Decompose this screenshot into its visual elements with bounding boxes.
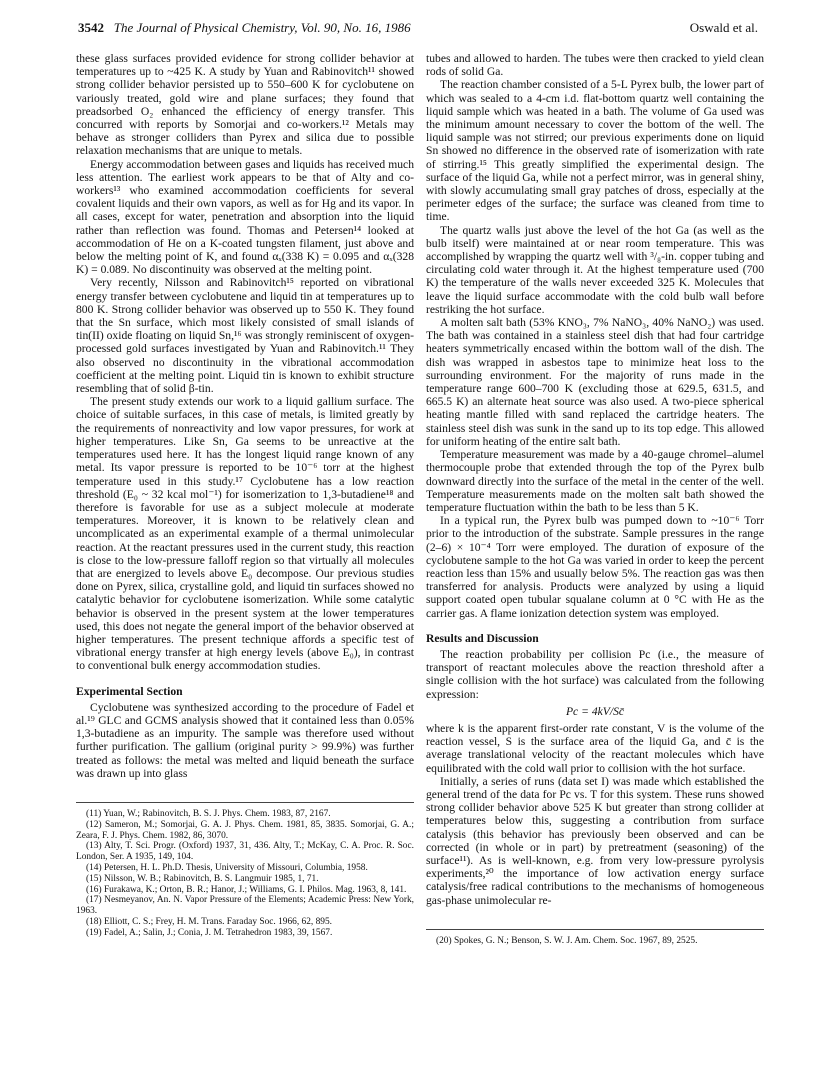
page-number: 3542 <box>78 20 104 35</box>
reference: (18) Elliott, C. S.; Frey, H. M. Trans. Faraday Soc. 1966, 62, 895. <box>86 916 333 927</box>
reference: (14) Petersen, H. L. Ph.D. Thesis, University of Missouri, Columbia, 1958. <box>86 862 368 873</box>
paragraph: Energy accommodation between gases and liquids has received much less attention. The earliest work appears to be that of Alty and co-workers¹³ who examined accommodation coefficients for several covalent liquids and their own vapors, as well as for Hg and its vapor. In all cases, except for water, penetration and absorption into the liquid rather than reflection was found. Thomas and Petersen¹⁴ looked at accommodation of He on a K-coated tungsten filament, just above and below the melting point of K, and found αₓ(338 K) = 0.095 and αₓ(328 K) = 0.089. No discontinuity was observed at the melting point. <box>76 157 414 277</box>
section-heading: Results and Discussion <box>426 631 539 645</box>
paragraph: The reaction probability per collision Pc (i.e., the measure of transport of reactant molecules above the reaction threshold after a single collision with the hot surface) was calculated from the following expression: <box>426 647 764 701</box>
paragraph: Very recently, Nilsson and Rabinovitch¹⁵ reported on vibrational energy transfer between cyclobutene and liquid tin at temperatures up to 800 K. Strong collider behavior was observed up to 550 K. They found that the Sn surface, which most likely consisted of small islands of tin(II) oxide floating on liquid Sn,¹⁶ was strongly reminiscent of oxygen-processed gold surfaces investigated by Yuan and Rabinovitch.¹¹ They also observed no discontinuity in the vibrational accommodation coefficient at the melting point. Liquid tin is known to exhibit structure resembling that of solid β-tin. <box>76 276 414 396</box>
paragraph: Temperature measurement was made by a 40-gauge chromel–alumel thermocouple probe that extended through the top of the Pyrex bulb downward directly into the surface of the metal in the center of the well. Temperature measurements made on the molten salt bath showed the temperature fluctuation within the bath to be less than 5 K. <box>426 448 764 514</box>
page-header <box>78 20 758 38</box>
right-column <box>426 52 764 947</box>
paragraph: In a typical run, the Pyrex bulb was pumped down to ~10⁻⁶ Torr prior to the introduction of the substrate. Sample pressures in the range (2–6) × 10⁻⁴ Torr were employed. The duration of exposure of the cyclobutene sample to the hot Ga was varied in order to keep the percent reaction less than 15% and usually below 5%. The reaction gas was then transferred for analysis. Products were analyzed by using a liquid support coated open tubular squalane column at 0 °C with He as the carrier gas. A flame ionization detection system was employed. <box>426 514 764 620</box>
reference: (16) Furakawa, K.; Orton, B. R.; Hanor, J.; Williams, G. I. Philos. Mag. 1963, 8, 141. <box>86 884 407 895</box>
reference: (19) Fadel, A.; Salin, J.; Conia, J. M. Tetrahedron 1983, 39, 1567. <box>86 927 333 938</box>
footnotes <box>426 929 764 947</box>
paragraph: Cyclobutene was synthesized according to the procedure of Fadel et al.¹⁹ GLC and GCMS analysis showed that it contained less than 0.05% 1,3-butadiene as an impurity. The sample was therefore used without further purification. The gallium (original purity > 99.9%) was further treated as follows: the metal was melted and liquid beneath the surface was drawn up into glass <box>76 700 414 780</box>
reference: (12) Sameron, M.; Somorjai, G. A. J. Phys. Chem. 1981, 85, 3835. Somorjai, G. A.; Zeara, F. J. Phys. Chem. 1982, 86, 3070. <box>76 819 414 841</box>
paragraph: The reaction chamber consisted of a 5-L Pyrex bulb, the lower part of which was sealed to a 4-cm i.d. flat-bottom quartz well containing the liquid sample which was heated in a bath. The volume of Ga used was the minimum amount necessary to cover the bottom of the well. The liquid sample was not stirred; our previous experiments done on liquid Sn showed no difference in the observed rate of isomerization with rate of stirring.¹⁵ This greatly simplified the experimental design. The surface of the liquid Ga, while not a perfect mirror, was in general shiny, with slowly accumulating small gray patches of dross, especially at the perimeter edges of the surface; the surface was cleaned from time to time. <box>426 78 764 224</box>
running-authors: Oswald et al. <box>689 20 758 35</box>
left-column <box>76 52 414 939</box>
paragraph: tubes and allowed to harden. The tubes were then cracked to yield clean rods of solid Ga. <box>426 52 764 79</box>
paragraph: The present study extends our work to a liquid gallium surface. The choice of suitable surfaces, in this case of metals, is limited greatly by the requirements of nonreactivity and low vapor pressures, for work at higher temperatures. Like Sn, Ga seems to be unreactive at the temperatures used here. It has the longest liquid range known of any metal. Its vapor pressure is reported to be 10⁻⁶ torr at the highest temperature used in this study.¹⁷ Cyclobutene has a low reaction threshold (E₀ ~ 32 kcal mol⁻¹) for isomerization to 1,3-butadiene¹⁸ and therefore is favorable for use as a subject molecule at moderate temperatures. Moreover, it is known to be relatively clean and uncomplicated as an experimental example of a thermal unimolecular reaction. At the reactant pressures used in the current study, this reaction is close to the low-pressure falloff region so that virtually all molecules that are energized to levels above E₀ decompose. Our previous studies done on Pyrex, silica, crystalline gold, and liquid tin surfaces showed no catalytic behavior for cyclobutene isomerization. While some catalytic behavior is observed in the present system at the lower temperatures used, this does not negate the general import of the behavior observed at higher temperatures. The present technique affords a specific test of vibrational energy transfer at high energy levels (above E₀), in contrast to conventional bulk energy accommodation studies. <box>76 395 414 673</box>
journal-citation: The Journal of Physical Chemistry, Vol. 90, No. 16, 1986 <box>113 20 411 35</box>
reference: (15) Nilsson, W. B.; Rabinovitch, B. S. Langmuir 1985, 1, 71. <box>86 873 319 884</box>
reference: (17) Nesmeyanov, An. N. Vapor Pressure of the Elements; Academic Press: New York, 1963. <box>76 895 414 917</box>
reference: (11) Yuan, W.; Rabinovitch, B. S. J. Phys. Chem. 1983, 87, 2167. <box>86 808 331 819</box>
paragraph: these glass surfaces provided evidence for strong collider behavior at temperatures up to ~425 K. A study by Yuan and Rabinovitch¹¹ showed strong collider behavior persisted up to 550–600 K for cyclobutene on variously treated, gold wire and plane surfaces; they found that preadsorbed O₂ enhanced the efficiency of energy transfer. This concurred with reports by Somorjai and co-workers.¹² Metals may behave as stronger colliders than Pyrex and silica due to possible relaxation mechanisms that are unique to metals. <box>76 52 414 158</box>
reference: (20) Spokes, G. N.; Benson, S. W. J. Am. Chem. Soc. 1967, 89, 2525. <box>436 935 698 946</box>
paragraph: Initially, a series of runs (data set I) was made which established the general trend of the data for Pc vs. T for this system. These runs showed strong collider behavior above 525 K but greater than strong collider at temperatures below this, suggesting a contribution from surface catalysis (this behavior has previously been observed and can be corrected (in whole or in part) by pretreatment (seasoning) of the surface¹¹). As is well-known, e.g. from very low-pressure pyrolysis experiments,²⁰ the importance of low activation energy surface catalysis/free radical contributions to the mechanisms of homogeneous gas-phase unimolecular re- <box>426 774 764 907</box>
paragraph: A molten salt bath (53% KNO₃, 7% NaNO₃, 40% NaNO₂) was used. The bath was contained in a stainless steel dish that had four cartridge heaters symmetrically encased within the bottom wall of the dish. The dish was wrapped in asbestos tape to minimize heat loss to the surrounding environment. For the majority of runs made in the temperature range 600–700 K (excluding those at 629.5, 631.5, and 665.5 K) an alternate heat source was also used. A two-piece spherical heating mantle filled with sand replaced the cartridge heaters. The stainless steel dish was sunk in the sand up to its top edge. This allowed for uniform heating of the entire salt bath. <box>426 316 764 448</box>
reference: (13) Alty, T. Sci. Progr. (Oxford) 1937, 31, 436. Alty, T.; McKay, C. A. Proc. R. Soc. London, Ser. A 1935, 149, 104. <box>76 841 414 863</box>
paragraph: where k is the apparent first-order rate constant, V is the volume of the reaction vessel, S is the surface area of the liquid Ga, and c̄ is the average translational velocity of the reactant molecules which have equilibrated with the cold wall prior to collision with the hot surface. <box>426 721 764 775</box>
equation: Pc = 4kV/Sc̄ <box>565 704 625 718</box>
section-heading: Experimental Section <box>76 684 183 698</box>
paragraph: The quartz walls just above the level of the hot Ga (as well as the bulb itself) were maintained at or near room temperature. This was accomplished by wrapping the quartz well with ³/₈-in. copper tubing and circulating cold water through it. At the highest temperature used (700 K) the temperature of the walls never exceeded 325 K. Molecules that leave the liquid surface accommodate with the cold bulb wall before restriking the hot surface. <box>426 223 764 316</box>
footnotes <box>76 802 414 939</box>
